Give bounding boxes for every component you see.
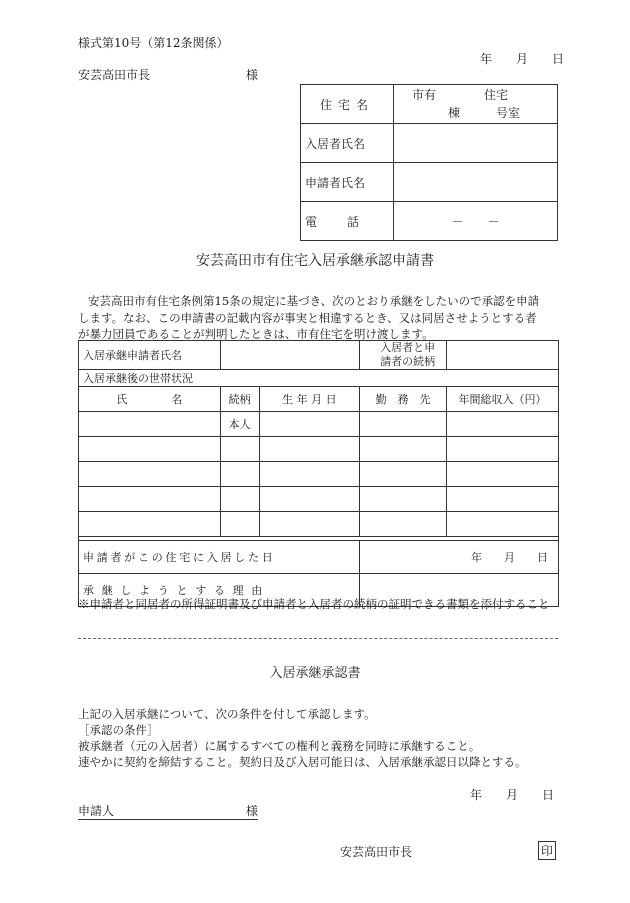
birthdate-cell[interactable] [259,487,360,512]
table-row [79,462,559,487]
table-row [79,512,559,537]
seal-icon: 印 [538,841,556,860]
employer-cell[interactable] [360,462,447,487]
household-name-cell[interactable] [79,512,221,537]
col-birthdate: 生 年 月 日 [259,387,360,412]
birthdate-cell[interactable] [259,462,360,487]
birthdate-cell[interactable] [259,512,360,537]
household-name-cell[interactable] [79,412,221,437]
table-row [79,412,559,437]
residence-name-label: 住宅名 [301,85,394,124]
approval-line-4: 速やかに契約を締結すること。契約日及び入居可能日は、入居承継承認日以降とする。 [78,755,527,769]
residence-name-line1: 市有 住宅 [412,88,509,102]
form-number: 様式第10号（第12条関係） [78,36,229,50]
approval-line-1: 上記の入居承継について、次の条件を付して承認します。 [78,707,376,721]
relation-cell[interactable] [220,437,259,462]
seal-mark [538,841,556,860]
relation-cell[interactable] [220,512,259,537]
table-row [79,341,559,370]
cut-line [78,638,558,639]
residence-name-field[interactable] [394,85,558,124]
attachment-note: ※申請者と同居者の所得証明書及び申請者と入居者の続柄の証明できる書類を添付すること [78,597,550,611]
approval-title: 入居承継承認書 [269,666,361,681]
relation-label-line1: 入居者と申 [380,341,436,354]
household-name-cell[interactable] [79,487,221,512]
intro-line-3: が暴力団員であることが判明したときは、市有住宅を明け渡します。 [78,327,434,341]
employer-cell[interactable] [360,487,447,512]
moved-in-label: 申請者がこの住宅に入居した日 [79,541,360,574]
reason-label: 承継しようとする理由 [79,574,360,607]
birthdate-cell[interactable] [259,412,360,437]
col-employer: 勤 務 先 [360,387,447,412]
relation-label-line2: 請者の続柄 [380,355,436,368]
address-table [300,84,558,241]
table-row [79,387,559,412]
col-relation: 続柄 [220,387,259,412]
header-date: 年 月 日 [480,52,565,66]
employer-cell[interactable] [360,412,447,437]
table-row [301,163,558,202]
household-name-cell[interactable] [79,437,221,462]
moved-in-date[interactable]: 年 月 日 [360,541,559,574]
relation-cell[interactable] [220,462,259,487]
phone-field[interactable]: － － [394,202,558,241]
table-row [79,370,559,387]
relation-self: 本人 [220,412,259,437]
addressee: 安芸高田市長 様 [78,68,259,82]
household-name-cell[interactable] [79,462,221,487]
col-name: 氏 名 [79,387,221,412]
income-cell[interactable] [447,412,559,437]
income-cell[interactable] [447,512,559,537]
applicant-name-field[interactable] [394,163,558,202]
main-table [78,340,559,607]
table-row [301,85,558,124]
approval-mayor: 安芸高田市長 [340,845,413,859]
applicant-field[interactable] [220,341,360,370]
income-cell[interactable] [447,487,559,512]
household-label: 入居承継後の世帯状況 [79,370,559,387]
income-cell[interactable] [447,462,559,487]
page-title: 安芸高田市有住宅入居承継承認申請書 [196,253,434,269]
table-row [79,541,559,574]
intro-line-2: します。なお、この申請書の記載内容が事実と相違するとき、又は同居させようとする者 [78,311,537,325]
table-row [301,202,558,241]
employer-cell[interactable] [360,437,447,462]
applicant-name-label: 申請者氏名 [301,163,394,202]
approval-date: 年 月 日 [470,788,555,802]
income-cell[interactable] [447,437,559,462]
employer-cell[interactable] [360,512,447,537]
approval-line-3: 被承継者（元の入居者）に属するすべての権利と義務を同時に承継すること。 [78,739,481,753]
relation-label [360,341,447,370]
resident-name-label: 入居者氏名 [301,124,394,163]
resident-name-field[interactable] [394,124,558,163]
table-row [301,124,558,163]
intro-line-1: 安芸高田市有住宅条例第15条の規定に基づき、次のとおり承継をしたいので承認を申請 [88,294,540,308]
table-row [79,437,559,462]
approval-line-2: ［承認の条件］ [78,723,159,737]
phone-label: 電話 [301,202,394,241]
relation-cell[interactable] [220,487,259,512]
table-row [79,487,559,512]
birthdate-cell[interactable] [259,437,360,462]
applicant-label: 入居承継申請者氏名 [79,341,221,370]
relation-field[interactable] [447,341,559,370]
residence-name-line2: 棟 号室 [448,106,521,120]
col-income: 年間総収入（円） [447,387,559,412]
approval-applicant: 申請人 様 [78,804,259,818]
